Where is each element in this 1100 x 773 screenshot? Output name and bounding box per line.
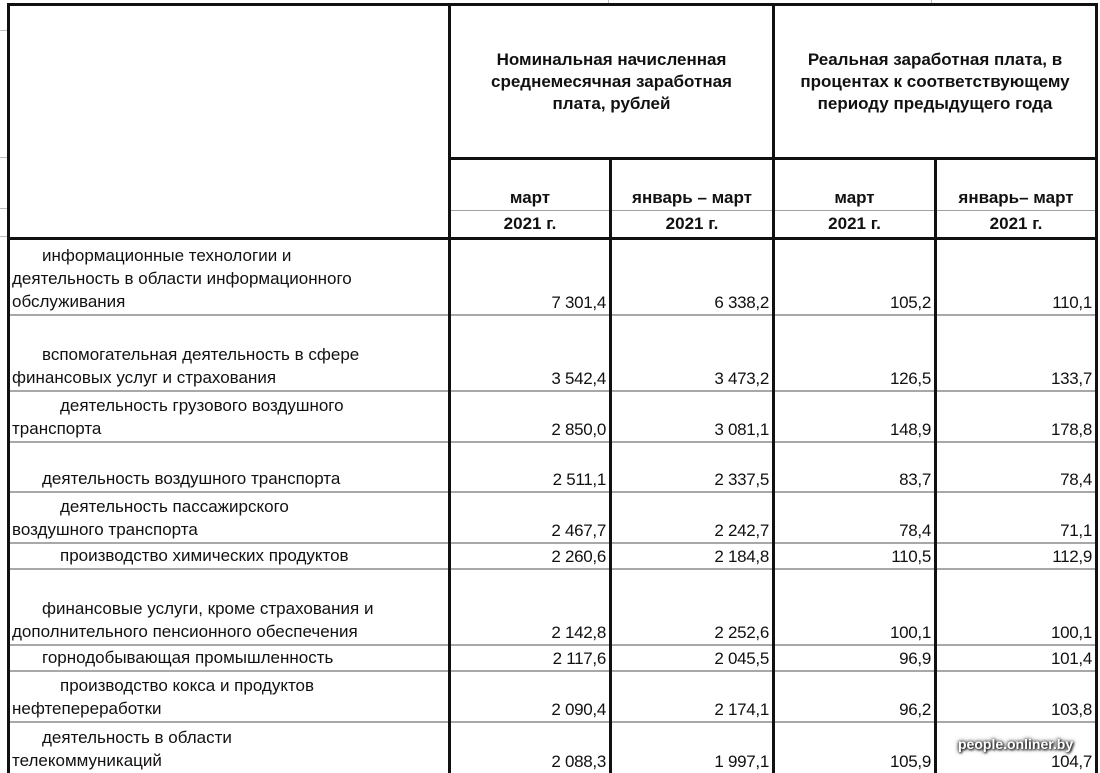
header-real-wage: Реальная заработная плата, в процентах к соответствующему периоду предыдущего года <box>774 5 1097 159</box>
subheader-period: январь– март <box>936 159 1097 211</box>
cell-real-jan-mar: 103,8 <box>936 671 1097 722</box>
cell-real-jan-mar: 178,8 <box>936 391 1097 442</box>
cell-nominal-jan-mar: 1 997,1 <box>611 722 774 773</box>
header-blank-cell <box>9 5 450 239</box>
cell-real-march: 105,9 <box>774 722 936 773</box>
row-label-text: информационные технологии и деятельность в области информационного обслуживания <box>12 245 352 311</box>
cell-real-march: 148,9 <box>774 391 936 442</box>
row-label-text: производство химических продуктов <box>60 545 349 565</box>
table-row <box>9 492 1097 543</box>
table-row <box>9 569 1097 645</box>
cell-real-jan-mar: 133,7 <box>936 315 1097 391</box>
cell-nominal-jan-mar: 2 242,7 <box>611 492 774 543</box>
table-row <box>9 722 1097 773</box>
row-label <box>9 645 450 671</box>
cell-nominal-march: 2 260,6 <box>450 543 611 569</box>
row-label <box>9 239 450 315</box>
cell-nominal-jan-mar: 2 252,6 <box>611 569 774 645</box>
table-row <box>9 645 1097 671</box>
table-row <box>9 543 1097 569</box>
table-row <box>9 239 1097 315</box>
cell-nominal-jan-mar: 2 045,5 <box>611 645 774 671</box>
row-label <box>9 722 450 773</box>
cell-real-march: 105,2 <box>774 239 936 315</box>
table-row <box>9 442 1097 492</box>
subheader-year: 2021 г. <box>936 211 1097 239</box>
cell-real-jan-mar: 78,4 <box>936 442 1097 492</box>
row-label <box>9 391 450 442</box>
cell-nominal-march: 2 117,6 <box>450 645 611 671</box>
row-label <box>9 492 450 543</box>
cell-nominal-march: 2 850,0 <box>450 391 611 442</box>
header-nominal-wage: Номинальная начисленная среднемесячная заработная плата, рублей <box>450 5 774 159</box>
row-label-text: деятельность воздушного транспорта <box>42 468 341 488</box>
row-label-text: вспомогательная деятельность в сфере финансовых услуг и страхования <box>12 344 360 387</box>
table-row <box>9 391 1097 442</box>
row-label-text: деятельность пассажирского воздушного транспорта <box>12 496 289 539</box>
cell-nominal-jan-mar: 6 338,2 <box>611 239 774 315</box>
cell-nominal-jan-mar: 3 081,1 <box>611 391 774 442</box>
cell-nominal-jan-mar: 3 473,2 <box>611 315 774 391</box>
cell-real-march: 78,4 <box>774 492 936 543</box>
cell-real-jan-mar: 104,7 <box>936 722 1097 773</box>
watermark: people.onliner.by <box>958 736 1074 752</box>
row-label-text: финансовые услуги, кроме страхования и дополнительного пенсионного обеспечения <box>12 598 374 641</box>
cell-nominal-jan-mar: 2 174,1 <box>611 671 774 722</box>
cell-real-jan-mar: 101,4 <box>936 645 1097 671</box>
subheader-year: 2021 г. <box>450 211 611 239</box>
cell-real-march: 83,7 <box>774 442 936 492</box>
wage-table <box>7 3 1098 773</box>
row-label <box>9 315 450 391</box>
cell-nominal-march: 3 542,4 <box>450 315 611 391</box>
cell-nominal-march: 2 511,1 <box>450 442 611 492</box>
row-label <box>9 442 450 492</box>
subheader-period: март <box>450 159 611 211</box>
cell-nominal-march: 2 088,3 <box>450 722 611 773</box>
cell-real-march: 96,2 <box>774 671 936 722</box>
cell-real-jan-mar: 71,1 <box>936 492 1097 543</box>
row-label-text: деятельность грузового воздушного транспорта <box>12 395 344 438</box>
cell-real-jan-mar: 112,9 <box>936 543 1097 569</box>
subheader-year: 2021 г. <box>611 211 774 239</box>
row-label-text: производство кокса и продуктов нефтепереработки <box>12 675 315 718</box>
cell-nominal-march: 7 301,4 <box>450 239 611 315</box>
cell-real-jan-mar: 110,1 <box>936 239 1097 315</box>
table-row <box>9 671 1097 722</box>
subheader-year: 2021 г. <box>774 211 936 239</box>
cell-real-march: 110,5 <box>774 543 936 569</box>
cell-real-jan-mar: 100,1 <box>936 569 1097 645</box>
cell-nominal-march: 2 142,8 <box>450 569 611 645</box>
row-label-text: деятельность в области телекоммуникаций <box>12 727 232 770</box>
cell-real-march: 100,1 <box>774 569 936 645</box>
row-label <box>9 569 450 645</box>
row-label <box>9 543 450 569</box>
row-label <box>9 671 450 722</box>
cell-nominal-jan-mar: 2 184,8 <box>611 543 774 569</box>
cell-nominal-march: 2 467,7 <box>450 492 611 543</box>
cell-nominal-jan-mar: 2 337,5 <box>611 442 774 492</box>
subheader-period: март <box>774 159 936 211</box>
cell-real-march: 96,9 <box>774 645 936 671</box>
row-label-text: горнодобывающая промышленность <box>42 647 334 667</box>
cell-nominal-march: 2 090,4 <box>450 671 611 722</box>
table-row <box>9 315 1097 391</box>
cell-real-march: 126,5 <box>774 315 936 391</box>
subheader-period: январь – март <box>611 159 774 211</box>
